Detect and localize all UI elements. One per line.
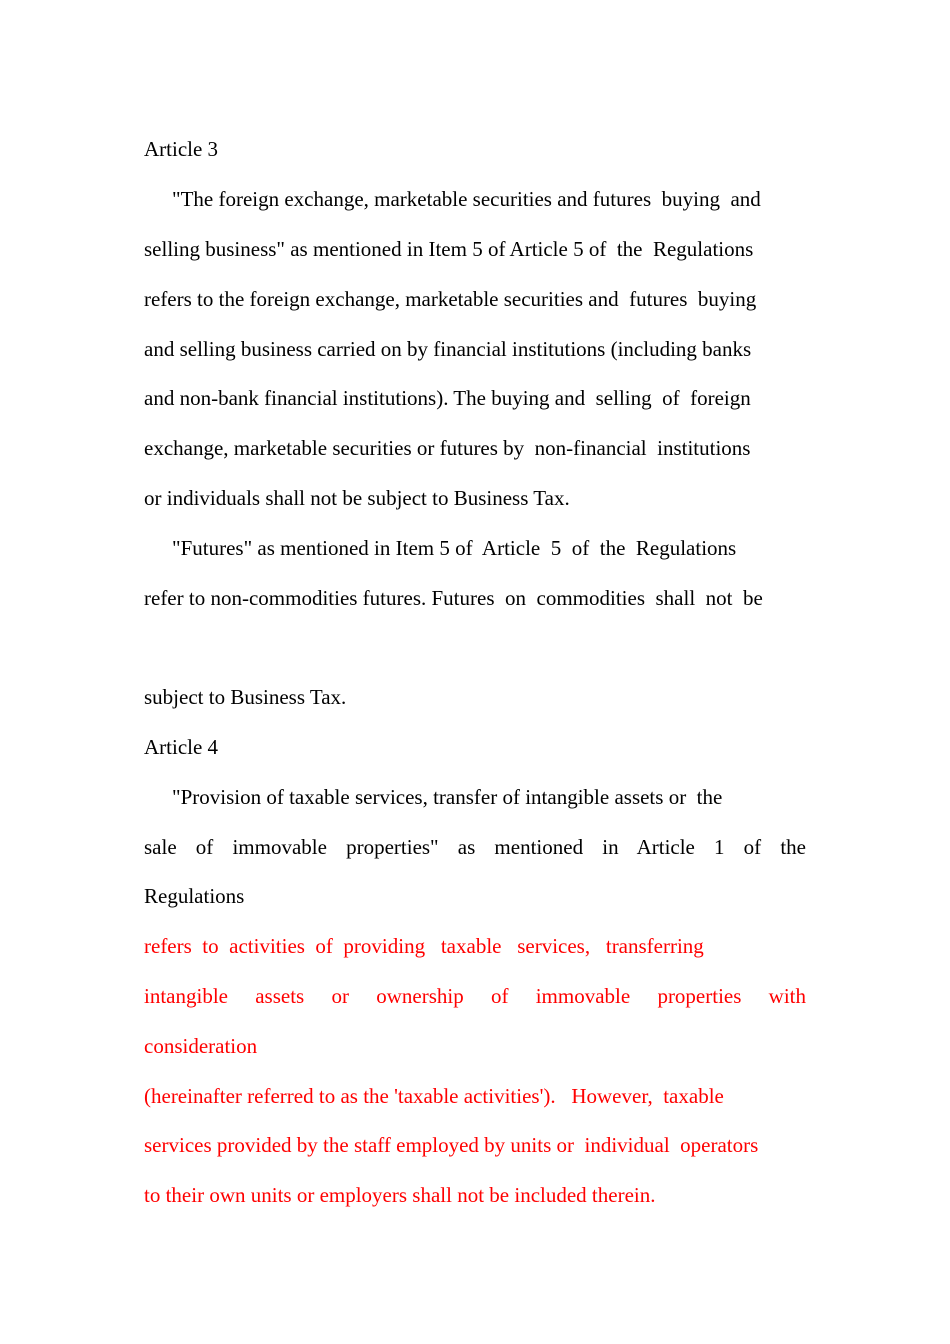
article-3-line-6: exchange, marketable securities or futures by non-financial institutions xyxy=(144,436,751,460)
article-3-line-2: selling business" as mentioned in Item 5 of Article 5 of the Regulations xyxy=(144,237,754,261)
article-3-line-1: "The foreign exchange, marketable securities and futures buying and xyxy=(172,187,761,211)
highlighted-line-3: consideration xyxy=(144,1034,258,1058)
highlighted-line-4: (hereinafter referred to as the 'taxable activities'). However, taxable xyxy=(144,1084,724,1108)
article-3-line-4: and selling business carried on by financial institutions (including banks xyxy=(144,337,752,361)
article-4-heading: Article 4 xyxy=(144,735,219,759)
article-3-line-3: refers to the foreign exchange, marketable securities and futures buying xyxy=(144,287,757,311)
article-3-line-5: and non-bank financial institutions). The buying and selling of foreign xyxy=(144,386,751,410)
article-4-line-2: sale of immovable properties" as mentioned in Article 1 of the xyxy=(144,835,806,859)
article-3-line-8: "Futures" as mentioned in Item 5 of Article 5 of the Regulations xyxy=(172,536,737,560)
article-4-line-3: Regulations xyxy=(144,884,245,908)
article-3-heading: Article 3 xyxy=(144,137,219,161)
article-3-line-7: or individuals shall not be subject to Business Tax. xyxy=(144,486,570,510)
highlighted-line-5: services provided by the staff employed by units or individual operators xyxy=(144,1133,759,1157)
article-3-line-9: refer to non-commodities futures. Futures on commodities shall not be xyxy=(144,586,763,610)
highlighted-line-2: intangible assets or ownership of immovable properties with xyxy=(144,984,806,1008)
highlighted-line-1: refers to activities of providing taxable services, transferring xyxy=(144,934,704,958)
article-4-line-1: "Provision of taxable services, transfer of intangible assets or the xyxy=(172,785,723,809)
highlighted-line-6: to their own units or employers shall not be included therein. xyxy=(144,1183,656,1207)
article-3-line-10: subject to Business Tax. xyxy=(144,685,347,709)
